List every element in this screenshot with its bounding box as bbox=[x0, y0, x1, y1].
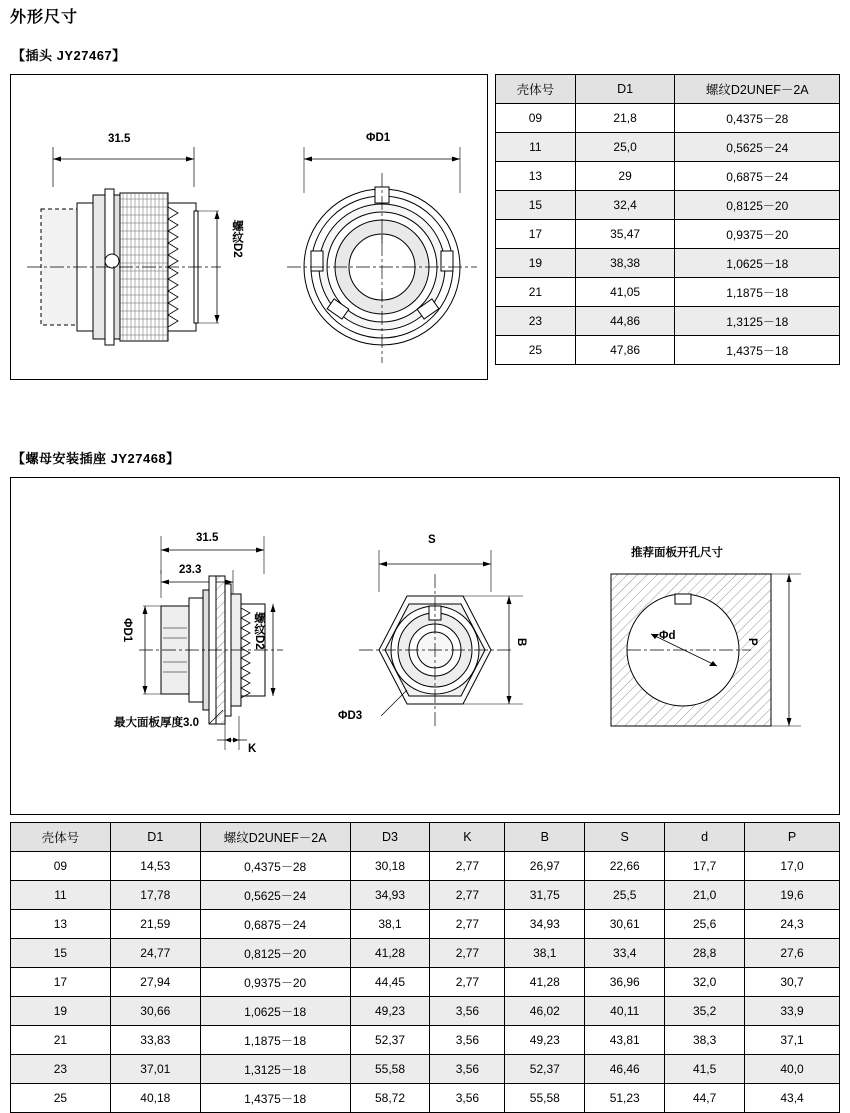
table-row bbox=[496, 278, 840, 307]
cell-k: 2,77 bbox=[430, 910, 505, 939]
cell-d3: 41,28 bbox=[350, 939, 430, 968]
table-row bbox=[496, 104, 840, 133]
table-row bbox=[496, 336, 840, 365]
table-row bbox=[496, 220, 840, 249]
cell-d3: 49,23 bbox=[350, 997, 430, 1026]
col-header-s: S bbox=[585, 823, 665, 852]
col-header-d1: D1 bbox=[575, 75, 675, 104]
cell-thread: 0,5625－24 bbox=[200, 881, 350, 910]
plug-drawing-svg bbox=[11, 75, 487, 379]
cell-thread: 1,4375－18 bbox=[675, 336, 840, 365]
cell-s: 43,81 bbox=[585, 1026, 665, 1055]
cell-p: 24,3 bbox=[745, 910, 840, 939]
cell-p: 17,0 bbox=[745, 852, 840, 881]
cell-s: 51,23 bbox=[585, 1084, 665, 1113]
cell-shell: 13 bbox=[496, 162, 576, 191]
section-label-plug: 【插头 JY27467】 bbox=[12, 48, 126, 63]
table-header-row bbox=[11, 823, 840, 852]
cell-thread: 0,4375－28 bbox=[675, 104, 840, 133]
table-row bbox=[11, 968, 840, 997]
cell-thread: 1,1875－18 bbox=[675, 278, 840, 307]
cell-d: 41,5 bbox=[665, 1055, 745, 1084]
cell-d1: 27,94 bbox=[110, 968, 200, 997]
cell-s: 25,5 bbox=[585, 881, 665, 910]
cell-b: 46,02 bbox=[505, 997, 585, 1026]
cell-b: 31,75 bbox=[505, 881, 585, 910]
cell-d1: 14,53 bbox=[110, 852, 200, 881]
cell-d: 44,7 bbox=[665, 1084, 745, 1113]
cell-shell: 21 bbox=[496, 278, 576, 307]
cell-thread: 0,5625－24 bbox=[675, 133, 840, 162]
cell-thread: 1,0625－18 bbox=[675, 249, 840, 278]
cell-s: 40,11 bbox=[585, 997, 665, 1026]
cell-d1: 29 bbox=[575, 162, 675, 191]
receptacle-dim-thread-label: 螺纹D2 bbox=[253, 612, 265, 650]
cell-d1: 40,18 bbox=[110, 1084, 200, 1113]
cell-s: 30,61 bbox=[585, 910, 665, 939]
receptacle-dim-k-label: K bbox=[248, 743, 257, 755]
plug-drawing-panel bbox=[10, 74, 488, 380]
cell-d: 28,8 bbox=[665, 939, 745, 968]
cell-shell: 19 bbox=[496, 249, 576, 278]
cell-d: 38,3 bbox=[665, 1026, 745, 1055]
section-label-receptacle: 【螺母安装插座 JY27468】 bbox=[12, 451, 180, 466]
cell-d3: 34,93 bbox=[350, 881, 430, 910]
col-header-d: d bbox=[665, 823, 745, 852]
col-header-k: K bbox=[430, 823, 505, 852]
cell-b: 41,28 bbox=[505, 968, 585, 997]
cell-thread: 0,8125－20 bbox=[200, 939, 350, 968]
cell-shell: 09 bbox=[11, 852, 111, 881]
panel-cutout-title: 推荐面板开孔尺寸 bbox=[631, 547, 723, 559]
cell-p: 30,7 bbox=[745, 968, 840, 997]
table-row bbox=[11, 1026, 840, 1055]
cell-d3: 38,1 bbox=[350, 910, 430, 939]
cell-p: 40,0 bbox=[745, 1055, 840, 1084]
cell-shell: 13 bbox=[11, 910, 111, 939]
cell-p: 27,6 bbox=[745, 939, 840, 968]
col-header-p: P bbox=[745, 823, 840, 852]
receptacle-dim-d3-label: ΦD3 bbox=[338, 710, 363, 722]
cell-thread: 0,8125－20 bbox=[675, 191, 840, 220]
cell-shell: 19 bbox=[11, 997, 111, 1026]
cell-d1: 47,86 bbox=[575, 336, 675, 365]
table-row bbox=[496, 249, 840, 278]
cell-shell: 23 bbox=[11, 1055, 111, 1084]
table-row bbox=[11, 939, 840, 968]
cell-b: 38,1 bbox=[505, 939, 585, 968]
receptacle-dim-b-label: B bbox=[515, 638, 527, 647]
table-header-row bbox=[496, 75, 840, 104]
cell-shell: 21 bbox=[11, 1026, 111, 1055]
cell-k: 2,77 bbox=[430, 881, 505, 910]
cell-thread: 0,6875－24 bbox=[675, 162, 840, 191]
table-row bbox=[11, 1055, 840, 1084]
table-row bbox=[496, 307, 840, 336]
cell-thread: 0,9375－20 bbox=[675, 220, 840, 249]
cell-b: 52,37 bbox=[505, 1055, 585, 1084]
cell-d1: 21,59 bbox=[110, 910, 200, 939]
cell-p: 37,1 bbox=[745, 1026, 840, 1055]
cell-k: 3,56 bbox=[430, 1084, 505, 1113]
cell-b: 49,23 bbox=[505, 1026, 585, 1055]
cell-d3: 58,72 bbox=[350, 1084, 430, 1113]
col-header-thread: 螺纹D2UNEF－2A bbox=[200, 823, 350, 852]
cell-d: 32,0 bbox=[665, 968, 745, 997]
table-row bbox=[11, 910, 840, 939]
cell-d1: 35,47 bbox=[575, 220, 675, 249]
cell-b: 26,97 bbox=[505, 852, 585, 881]
cell-d: 25,6 bbox=[665, 910, 745, 939]
receptacle-dimension-table bbox=[10, 822, 840, 1113]
cell-d: 35,2 bbox=[665, 997, 745, 1026]
cell-k: 3,56 bbox=[430, 1055, 505, 1084]
cell-shell: 09 bbox=[496, 104, 576, 133]
cell-d1: 24,77 bbox=[110, 939, 200, 968]
cell-thread: 1,3125－18 bbox=[675, 307, 840, 336]
cell-shell: 23 bbox=[496, 307, 576, 336]
cell-shell: 11 bbox=[11, 881, 111, 910]
cell-k: 3,56 bbox=[430, 1026, 505, 1055]
cell-d3: 30,18 bbox=[350, 852, 430, 881]
cell-d3: 44,45 bbox=[350, 968, 430, 997]
cell-shell: 17 bbox=[496, 220, 576, 249]
plug-dim-length-label: 31.5 bbox=[108, 133, 131, 145]
table-row bbox=[496, 191, 840, 220]
cell-shell: 25 bbox=[11, 1084, 111, 1113]
cell-shell: 25 bbox=[496, 336, 576, 365]
receptacle-dim-s-label: S bbox=[428, 534, 436, 546]
cell-d1: 44,86 bbox=[575, 307, 675, 336]
col-header-d3: D3 bbox=[350, 823, 430, 852]
receptacle-dim-length-label: 31.5 bbox=[196, 532, 219, 544]
cutout-dim-d-label: Φd bbox=[659, 630, 676, 642]
cell-k: 3,56 bbox=[430, 997, 505, 1026]
cell-d1: 21,8 bbox=[575, 104, 675, 133]
table-row bbox=[496, 133, 840, 162]
cell-shell: 15 bbox=[11, 939, 111, 968]
table-row bbox=[496, 162, 840, 191]
cell-shell: 17 bbox=[11, 968, 111, 997]
cell-k: 2,77 bbox=[430, 968, 505, 997]
cell-thread: 0,4375－28 bbox=[200, 852, 350, 881]
plug-dim-thread-label: 螺纹D2 bbox=[231, 220, 243, 258]
cell-b: 55,58 bbox=[505, 1084, 585, 1113]
table-row bbox=[11, 997, 840, 1026]
cell-thread: 0,9375－20 bbox=[200, 968, 350, 997]
cell-k: 2,77 bbox=[430, 939, 505, 968]
cell-d: 21,0 bbox=[665, 881, 745, 910]
cell-d1: 30,66 bbox=[110, 997, 200, 1026]
cell-thread: 0,6875－24 bbox=[200, 910, 350, 939]
receptacle-dim-length2-label: 23.3 bbox=[179, 564, 202, 576]
plug-dim-diameter-label: ΦD1 bbox=[366, 132, 391, 144]
col-header-shell: 壳体号 bbox=[11, 823, 111, 852]
cell-d3: 52,37 bbox=[350, 1026, 430, 1055]
cell-s: 36,96 bbox=[585, 968, 665, 997]
cell-d1: 25,0 bbox=[575, 133, 675, 162]
cell-s: 46,46 bbox=[585, 1055, 665, 1084]
cell-d1: 17,78 bbox=[110, 881, 200, 910]
cell-b: 34,93 bbox=[505, 910, 585, 939]
table-row bbox=[11, 881, 840, 910]
panel-thickness-note: 最大面板厚度3.0 bbox=[114, 717, 199, 729]
cell-d1: 38,38 bbox=[575, 249, 675, 278]
receptacle-drawing-svg bbox=[11, 478, 839, 814]
table-row bbox=[11, 852, 840, 881]
cell-d: 17,7 bbox=[665, 852, 745, 881]
cell-thread: 1,4375－18 bbox=[200, 1084, 350, 1113]
cell-shell: 15 bbox=[496, 191, 576, 220]
receptacle-drawing-panel bbox=[10, 477, 840, 815]
table-row bbox=[11, 1084, 840, 1113]
cell-k: 2,77 bbox=[430, 852, 505, 881]
cell-d3: 55,58 bbox=[350, 1055, 430, 1084]
receptacle-dim-d1-label: ΦD1 bbox=[121, 618, 133, 643]
plug-dimension-table bbox=[495, 74, 840, 365]
page-title: 外形尺寸 bbox=[10, 9, 79, 26]
cell-shell: 11 bbox=[496, 133, 576, 162]
cell-thread: 1,0625－18 bbox=[200, 997, 350, 1026]
col-header-d1: D1 bbox=[110, 823, 200, 852]
cell-p: 33,9 bbox=[745, 997, 840, 1026]
cell-thread: 1,3125－18 bbox=[200, 1055, 350, 1084]
cell-d1: 33,83 bbox=[110, 1026, 200, 1055]
col-header-thread: 螺纹D2UNEF－2A bbox=[675, 75, 840, 104]
cutout-dim-p-label: P bbox=[746, 638, 758, 646]
cell-thread: 1,1875－18 bbox=[200, 1026, 350, 1055]
cell-d1: 32,4 bbox=[575, 191, 675, 220]
cell-d1: 41,05 bbox=[575, 278, 675, 307]
cell-p: 43,4 bbox=[745, 1084, 840, 1113]
cell-p: 19,6 bbox=[745, 881, 840, 910]
col-header-shell: 壳体号 bbox=[496, 75, 576, 104]
cell-s: 22,66 bbox=[585, 852, 665, 881]
cell-d1: 37,01 bbox=[110, 1055, 200, 1084]
col-header-b: B bbox=[505, 823, 585, 852]
cell-s: 33,4 bbox=[585, 939, 665, 968]
